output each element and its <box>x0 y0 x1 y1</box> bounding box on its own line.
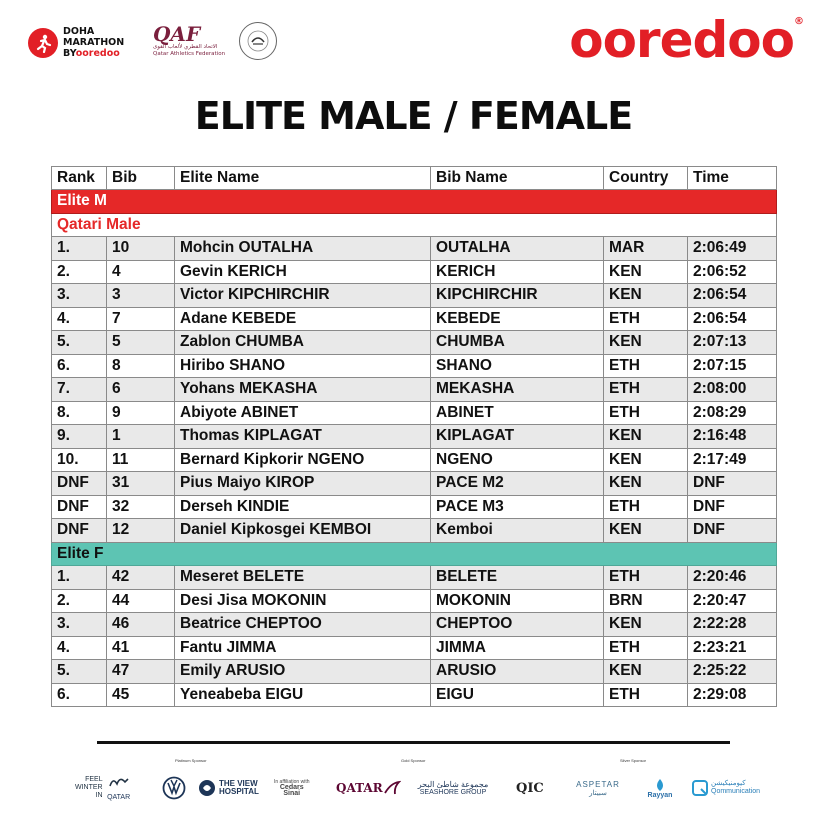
fw-line1: FEEL <box>85 776 103 783</box>
table-row <box>52 566 777 590</box>
bib-cell: 4 <box>107 260 175 284</box>
elite-name-cell: Yeneabeba EIGU <box>175 683 431 707</box>
country-cell: KEN <box>604 613 688 637</box>
bib-name-cell: EIGU <box>431 683 604 707</box>
rank-cell: 1. <box>52 237 107 261</box>
rank-cell: 6. <box>52 683 107 707</box>
country-cell: ETH <box>604 307 688 331</box>
bib-cell: 9 <box>107 401 175 425</box>
bib-name-cell: SHANO <box>431 354 604 378</box>
elite-name-cell: Abiyote ABINET <box>175 401 431 425</box>
page-title: ELITE MALE / FEMALE <box>194 94 633 138</box>
country-cell: KEN <box>604 660 688 684</box>
rank-cell: 9. <box>52 425 107 449</box>
time-cell: DNF <box>688 519 777 543</box>
table-row <box>52 448 777 472</box>
sponsors-strip <box>70 770 770 806</box>
time-cell: 2:06:54 <box>688 307 777 331</box>
rank-cell: DNF <box>52 519 107 543</box>
bib-name-cell: OUTALHA <box>431 237 604 261</box>
section-header-row <box>52 190 777 214</box>
rank-cell: DNF <box>52 472 107 496</box>
bib-name-cell: ARUSIO <box>431 660 604 684</box>
time-cell: 2:22:28 <box>688 613 777 637</box>
view-hospital-line1: THE VIEW <box>219 779 258 788</box>
elite-name-cell: Daniel Kipkosgei KEMBOI <box>175 519 431 543</box>
rank-cell: 3. <box>52 613 107 637</box>
table-row <box>52 589 777 613</box>
country-cell: ETH <box>604 683 688 707</box>
subsection-row <box>52 213 777 237</box>
bib-name-cell: CHEPTOO <box>431 613 604 637</box>
bib-name-cell: MOKONIN <box>431 589 604 613</box>
table-row <box>52 636 777 660</box>
rank-cell: 8. <box>52 401 107 425</box>
qommunication-english: Qommunication <box>711 788 761 795</box>
bib-cell: 8 <box>107 354 175 378</box>
elite-name-cell: Derseh KINDIE <box>175 495 431 519</box>
qommunication-logo <box>692 770 772 806</box>
time-cell: 2:29:08 <box>688 683 777 707</box>
visit-qatar-icon <box>107 774 131 790</box>
elite-name-cell: Mohcin OUTALHA <box>175 237 431 261</box>
elite-name-cell: Thomas KIPLAGAT <box>175 425 431 449</box>
bib-name-cell: JIMMA <box>431 636 604 660</box>
cedars-name: Cedars <box>279 784 304 791</box>
country-cell: ETH <box>604 378 688 402</box>
country-cell: ETH <box>604 636 688 660</box>
country-cell: KEN <box>604 448 688 472</box>
col-rank: Rank <box>52 167 107 190</box>
volkswagen-icon <box>162 770 188 806</box>
table-row <box>52 660 777 684</box>
time-cell: 2:08:29 <box>688 401 777 425</box>
aspetar-text: ASPETAR <box>576 779 620 789</box>
seal-icon <box>239 22 277 60</box>
country-cell: KEN <box>604 472 688 496</box>
seashore-arabic: مجموعة شاطئ البحر <box>417 780 489 789</box>
rank-cell: 10. <box>52 448 107 472</box>
bib-cell: 6 <box>107 378 175 402</box>
bib-name-cell: KEBEDE <box>431 307 604 331</box>
fw-line2: WINTER <box>75 784 103 791</box>
col-bib-name: Bib Name <box>431 167 604 190</box>
oryx-icon <box>383 779 401 797</box>
qaf-english: Qatar Athletics Federation <box>153 51 226 57</box>
qic-logo <box>516 770 552 806</box>
qommunication-arabic: كيومنيكيشن <box>711 780 746 787</box>
qaf-abbr: QAF <box>153 22 201 46</box>
country-cell: ETH <box>604 354 688 378</box>
bib-cell: 46 <box>107 613 175 637</box>
elite-name-cell: Adane KEBEDE <box>175 307 431 331</box>
time-cell: 2:17:49 <box>688 448 777 472</box>
aspetar-logo <box>570 770 626 806</box>
bib-cell: 3 <box>107 284 175 308</box>
bib-cell: 42 <box>107 566 175 590</box>
gold-sponsor-label: Gold Sponsor <box>401 758 426 763</box>
elite-name-cell: Desi Jisa MOKONIN <box>175 589 431 613</box>
water-drop-icon <box>649 778 671 792</box>
bib-cell: 12 <box>107 519 175 543</box>
bib-name-cell: PACE M2 <box>431 472 604 496</box>
rank-cell: 5. <box>52 660 107 684</box>
elite-name-cell: Beatrice CHEPTOO <box>175 613 431 637</box>
elite-name-cell: Fantu JIMMA <box>175 636 431 660</box>
rank-cell: 2. <box>52 260 107 284</box>
country-cell: KEN <box>604 331 688 355</box>
country-cell: ETH <box>604 495 688 519</box>
bib-name-cell: KIPCHIRCHIR <box>431 284 604 308</box>
time-cell: 2:23:21 <box>688 636 777 660</box>
table-row <box>52 237 777 261</box>
country-cell: KEN <box>604 519 688 543</box>
rank-cell: 5. <box>52 331 107 355</box>
rank-cell: 3. <box>52 284 107 308</box>
subsection-label: Qatari Male <box>52 213 777 237</box>
view-hospital-line2: HOSPITAL <box>219 787 259 796</box>
elite-name-cell: Gevin KERICH <box>175 260 431 284</box>
qatar-airways-text: QATAR <box>336 781 383 795</box>
fw-line4: QATAR <box>107 794 131 801</box>
bib-cell: 7 <box>107 307 175 331</box>
bib-cell: 1 <box>107 425 175 449</box>
time-cell: 2:06:49 <box>688 237 777 261</box>
cedars-affiliation: In affiliation with <box>274 779 310 785</box>
bib-name-cell: NGENO <box>431 448 604 472</box>
silver-sponsor-label: Silver Sponsor <box>620 758 647 763</box>
bib-name-cell: BELETE <box>431 566 604 590</box>
country-cell: MAR <box>604 237 688 261</box>
qaf-arabic: الاتحاد القطري لألعاب القوى <box>153 44 218 50</box>
bib-cell: 5 <box>107 331 175 355</box>
col-elite-name: Elite Name <box>175 167 431 190</box>
registered-mark: ® <box>794 16 803 27</box>
bib-cell: 11 <box>107 448 175 472</box>
bib-cell: 45 <box>107 683 175 707</box>
bib-name-cell: CHUMBA <box>431 331 604 355</box>
country-cell: KEN <box>604 260 688 284</box>
time-cell: 2:25:22 <box>688 660 777 684</box>
rank-cell: 1. <box>52 566 107 590</box>
bib-name-cell: Kemboi <box>431 519 604 543</box>
col-country: Country <box>604 167 688 190</box>
rank-cell: 7. <box>52 378 107 402</box>
country-cell: KEN <box>604 284 688 308</box>
results-table <box>51 166 777 707</box>
col-bib: Bib <box>107 167 175 190</box>
bib-name-cell: KIPLAGAT <box>431 425 604 449</box>
seashore-logo <box>414 770 492 806</box>
rayyan-text: Rayyan <box>647 791 673 799</box>
elite-name-cell: Bernard Kipkorir NGENO <box>175 448 431 472</box>
table-row <box>52 260 777 284</box>
rank-cell: 2. <box>52 589 107 613</box>
country-cell: BRN <box>604 589 688 613</box>
runner-icon <box>28 28 58 58</box>
elite-name-cell: Meseret BELETE <box>175 566 431 590</box>
time-cell: 2:20:47 <box>688 589 777 613</box>
rayyan-logo <box>640 770 680 806</box>
section-label: Elite F <box>52 542 777 566</box>
section-label: Elite M <box>52 190 777 214</box>
rank-cell: 4. <box>52 636 107 660</box>
time-cell: 2:16:48 <box>688 425 777 449</box>
table-row <box>52 472 777 496</box>
elite-name-cell: Victor KIPCHIRCHIR <box>175 284 431 308</box>
qaf-logo <box>153 24 243 58</box>
table-row <box>52 495 777 519</box>
elite-name-cell: Yohans MEKASHA <box>175 378 431 402</box>
time-cell: 2:08:00 <box>688 378 777 402</box>
table-row <box>52 425 777 449</box>
cedars-sinai-logo <box>274 770 326 806</box>
results-body <box>52 190 777 707</box>
table-row <box>52 354 777 378</box>
qommunication-icon <box>692 780 708 796</box>
platinum-sponsor-label: Platinum Sponsor <box>175 758 207 763</box>
feel-winter-logo <box>75 770 155 806</box>
time-cell: 2:20:46 <box>688 566 777 590</box>
table-row <box>52 401 777 425</box>
ooredoo-logo <box>569 12 803 68</box>
bib-name-cell: MEKASHA <box>431 378 604 402</box>
footer-divider <box>97 741 730 744</box>
seashore-english: SEASHORE GROUP <box>419 789 487 796</box>
rank-cell: 4. <box>52 307 107 331</box>
elite-name-cell: Pius Maiyo KIROP <box>175 472 431 496</box>
table-row <box>52 378 777 402</box>
bib-name-cell: KERICH <box>431 260 604 284</box>
bib-cell: 41 <box>107 636 175 660</box>
table-row <box>52 519 777 543</box>
dm-line2: MARATHON <box>63 37 125 48</box>
table-row <box>52 307 777 331</box>
bib-cell: 47 <box>107 660 175 684</box>
table-row <box>52 613 777 637</box>
bib-name-cell: ABINET <box>431 401 604 425</box>
country-cell: ETH <box>604 401 688 425</box>
bib-name-cell: PACE M3 <box>431 495 604 519</box>
bib-cell: 32 <box>107 495 175 519</box>
elite-name-cell: Hiribo SHANO <box>175 354 431 378</box>
ooredoo-wordmark: ooredoo <box>569 11 794 69</box>
country-cell: ETH <box>604 566 688 590</box>
dm-line3-prefix: BY <box>63 48 76 59</box>
col-time: Time <box>688 167 777 190</box>
view-hospital-icon <box>198 779 216 797</box>
time-cell: 2:06:54 <box>688 284 777 308</box>
time-cell: DNF <box>688 495 777 519</box>
elite-name-cell: Emily ARUSIO <box>175 660 431 684</box>
fw-line3: IN <box>95 792 103 799</box>
qic-text: QIC <box>516 780 544 796</box>
time-cell: DNF <box>688 472 777 496</box>
doha-marathon-logo <box>28 26 124 59</box>
dm-line1: DOHA <box>63 26 95 37</box>
table-row <box>52 683 777 707</box>
table-header-row <box>52 167 777 190</box>
elite-name-cell: Zablon CHUMBA <box>175 331 431 355</box>
rank-cell: DNF <box>52 495 107 519</box>
section-header-row <box>52 542 777 566</box>
bib-cell: 44 <box>107 589 175 613</box>
bib-cell: 31 <box>107 472 175 496</box>
bib-cell: 10 <box>107 237 175 261</box>
dm-line3-brand: ooredoo <box>75 48 120 59</box>
time-cell: 2:06:52 <box>688 260 777 284</box>
view-hospital-logo <box>198 770 280 806</box>
time-cell: 2:07:13 <box>688 331 777 355</box>
qatar-airways-logo <box>336 770 404 806</box>
country-cell: KEN <box>604 425 688 449</box>
sinai-name: Sinai <box>283 790 301 797</box>
time-cell: 2:07:15 <box>688 354 777 378</box>
table-row <box>52 284 777 308</box>
table-row <box>52 331 777 355</box>
rank-cell: 6. <box>52 354 107 378</box>
aspetar-arabic: سبيتار <box>589 789 607 797</box>
